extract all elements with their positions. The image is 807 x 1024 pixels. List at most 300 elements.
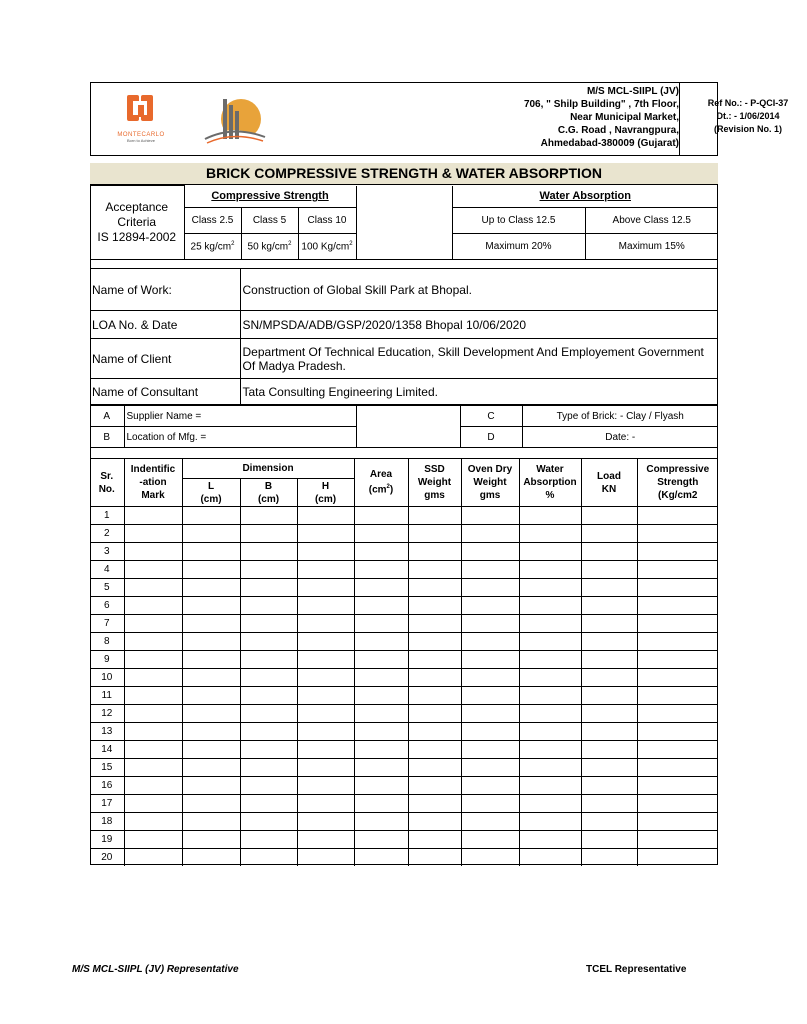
siipl-logo <box>197 95 269 151</box>
water-value-above: Maximum 15% <box>585 234 718 260</box>
work-value: Construction of Global Skill Park at Bhopal. <box>240 269 718 311</box>
row-number: 4 <box>90 561 124 579</box>
table-cell <box>637 507 718 525</box>
table-cell <box>581 597 637 615</box>
supplier-spacer <box>356 406 460 448</box>
table-cell <box>182 507 240 525</box>
table-cell <box>519 561 581 579</box>
table-cell <box>124 723 182 741</box>
col-cs-line1: Compressive <box>646 464 710 475</box>
table-row <box>90 525 718 543</box>
table-cell <box>637 561 718 579</box>
row-number: 7 <box>90 615 124 633</box>
criteria-label-line2: Criteria <box>117 215 157 229</box>
table-cell <box>182 831 240 849</box>
address-line-2: Near Municipal Market, <box>570 112 679 123</box>
row-number: 12 <box>90 705 124 723</box>
table-cell <box>461 543 519 561</box>
table-cell <box>124 507 182 525</box>
table-cell <box>637 777 718 795</box>
class-5-value <box>241 234 298 260</box>
table-cell <box>408 615 461 633</box>
table-cell <box>297 651 354 669</box>
table-cell <box>354 741 408 759</box>
water-value-upto: Maximum 20% <box>452 234 585 260</box>
table-cell <box>297 831 354 849</box>
table-cell <box>182 795 240 813</box>
col-ident-line3: Mark <box>141 490 165 501</box>
document-header <box>90 82 789 156</box>
col-oven-line2: Weight <box>473 477 507 488</box>
table-cell <box>461 579 519 597</box>
col-l-text: L <box>207 480 215 492</box>
table-cell <box>637 687 718 705</box>
address-line-4: Ahmedabad-380009 (Gujarat) <box>540 138 679 149</box>
table-cell <box>297 849 354 867</box>
work-label: Name of Work: <box>90 269 240 311</box>
table-cell <box>581 669 637 687</box>
class-2-5-value-text: 25 kg/cm <box>190 241 232 253</box>
table-cell <box>124 687 182 705</box>
table-cell <box>461 597 519 615</box>
table-cell <box>519 507 581 525</box>
address-line-1: 706, " Shilp Building" , 7th Floor, <box>523 99 679 110</box>
table-cell <box>240 741 297 759</box>
row-number: 16 <box>90 777 124 795</box>
table-cell <box>124 543 182 561</box>
table-cell <box>354 579 408 597</box>
table-cell <box>408 687 461 705</box>
table-cell <box>354 795 408 813</box>
loa-value: SN/MPSDA/ADB/GSP/2020/1358 Bhopal 10/06/2020 <box>240 311 718 339</box>
table-cell <box>354 543 408 561</box>
table-cell <box>124 597 182 615</box>
row-number: 17 <box>90 795 124 813</box>
table-cell <box>519 687 581 705</box>
table-cell <box>581 723 637 741</box>
table-cell <box>581 759 637 777</box>
water-class-above: Above Class 12.5 <box>585 208 718 234</box>
table-cell <box>297 777 354 795</box>
table-cell <box>461 849 519 867</box>
montecarlo-logo-icon <box>113 93 173 127</box>
table-cell <box>240 507 297 525</box>
table-cell <box>297 795 354 813</box>
table-cell <box>240 525 297 543</box>
table-cell <box>461 615 519 633</box>
table-cell <box>519 651 581 669</box>
col-identification <box>124 459 182 507</box>
table-cell <box>354 813 408 831</box>
ref-number: Ref No.: - P-QCI-37 <box>707 98 789 108</box>
table-cell <box>581 849 637 867</box>
table-cell <box>519 813 581 831</box>
table-cell <box>354 561 408 579</box>
table-cell <box>637 615 718 633</box>
table-cell <box>408 759 461 777</box>
table-cell <box>182 813 240 831</box>
table-cell <box>297 741 354 759</box>
revision-number: (Revision No. 1) <box>713 124 782 134</box>
table-cell <box>637 597 718 615</box>
table-cell <box>354 705 408 723</box>
table-cell <box>297 813 354 831</box>
table-cell <box>124 705 182 723</box>
montecarlo-logo-tagline: Born to Achieve <box>126 138 156 143</box>
table-cell <box>637 579 718 597</box>
table-cell <box>581 651 637 669</box>
reference-box <box>689 97 807 136</box>
table-cell <box>637 759 718 777</box>
row-number: 1 <box>90 507 124 525</box>
table-cell <box>581 507 637 525</box>
table-cell <box>240 597 297 615</box>
water-class-upto: Up to Class 12.5 <box>452 208 585 234</box>
table-cell <box>581 543 637 561</box>
table-cell <box>354 651 408 669</box>
table-cell <box>637 705 718 723</box>
col-load-line2: KN <box>601 483 617 495</box>
table-cell <box>581 687 637 705</box>
table-cell <box>240 561 297 579</box>
table-cell <box>240 705 297 723</box>
row-number: 19 <box>90 831 124 849</box>
table-row <box>90 705 718 723</box>
col-load <box>581 459 637 507</box>
table-cell <box>297 561 354 579</box>
test-results-table <box>90 458 718 866</box>
table-cell <box>519 795 581 813</box>
table-cell <box>408 723 461 741</box>
table-cell <box>637 831 718 849</box>
table-cell <box>240 777 297 795</box>
label-b: B <box>90 427 124 448</box>
table-cell <box>124 633 182 651</box>
row-number: 15 <box>90 759 124 777</box>
compressive-heading: Compressive Strength <box>184 186 356 208</box>
siipl-logo-icon <box>197 95 269 151</box>
table-cell <box>182 561 240 579</box>
table-cell <box>297 759 354 777</box>
table-cell <box>461 759 519 777</box>
table-cell <box>461 741 519 759</box>
table-cell <box>519 525 581 543</box>
table-cell <box>519 597 581 615</box>
table-cell <box>182 705 240 723</box>
label-a: A <box>90 406 124 427</box>
col-ssd-line3: gms <box>424 490 445 501</box>
table-cell <box>240 651 297 669</box>
col-oven-line3: gms <box>479 490 501 501</box>
table-cell <box>637 633 718 651</box>
class-5: Class 5 <box>241 208 298 234</box>
col-wa-line2: Absorption <box>523 477 577 488</box>
col-wa-line1: Water <box>536 464 564 475</box>
row-number: 18 <box>90 813 124 831</box>
table-cell <box>240 669 297 687</box>
table-row <box>90 795 718 813</box>
table-cell <box>182 741 240 759</box>
row-number: 5 <box>90 579 124 597</box>
col-ssd-line1: SSD <box>424 464 445 475</box>
class-2-5-value <box>184 234 241 260</box>
table-row <box>90 759 718 777</box>
table-cell <box>581 579 637 597</box>
class-10-value-text: 100 Kg/cm <box>301 241 350 253</box>
row-number: 3 <box>90 543 124 561</box>
superscript: 2 <box>349 240 353 247</box>
table-cell <box>354 633 408 651</box>
superscript: 2 <box>231 240 235 247</box>
contractor-signature-label: M/S MCL-SIIPL (JV) Representative <box>72 964 239 975</box>
brick-type-label: Type of Brick: - Clay / Flyash <box>522 406 718 427</box>
table-row <box>90 633 718 651</box>
acceptance-criteria <box>90 185 718 259</box>
col-load-line1: Load <box>597 470 621 482</box>
col-area-line1: Area <box>369 469 393 481</box>
table-cell <box>461 705 519 723</box>
table-cell <box>182 651 240 669</box>
col-b-text: B <box>264 480 273 492</box>
table-cell <box>519 579 581 597</box>
table-cell <box>124 615 182 633</box>
montecarlo-logo-text: MONTECARLO <box>117 132 165 138</box>
table-cell <box>519 849 581 867</box>
table-cell <box>182 723 240 741</box>
client-label: Name of Client <box>90 339 240 379</box>
table-cell <box>461 831 519 849</box>
table-cell <box>408 525 461 543</box>
col-l-unit: (cm) <box>200 493 222 505</box>
table-cell <box>637 543 718 561</box>
table-cell <box>461 723 519 741</box>
table-cell <box>354 777 408 795</box>
table-cell <box>581 525 637 543</box>
table-cell <box>408 507 461 525</box>
table-cell <box>297 543 354 561</box>
col-no-text: No. <box>98 483 115 495</box>
table-cell <box>297 579 354 597</box>
col-b-unit: (cm) <box>257 493 280 505</box>
col-dimension: Dimension <box>182 459 354 479</box>
water-heading: Water Absorption <box>452 186 718 208</box>
criteria-label-line3: IS 12894-2002 <box>97 230 177 244</box>
test-results-body <box>90 507 718 867</box>
table-cell <box>519 633 581 651</box>
table-cell <box>354 525 408 543</box>
table-cell <box>354 597 408 615</box>
row-number: 6 <box>90 597 124 615</box>
table-cell <box>461 669 519 687</box>
table-cell <box>297 687 354 705</box>
row-number: 14 <box>90 741 124 759</box>
table-row <box>90 615 718 633</box>
table-cell <box>461 561 519 579</box>
class-2-5: Class 2.5 <box>184 208 241 234</box>
table-cell <box>408 795 461 813</box>
col-oven-dry-weight <box>461 459 519 507</box>
ref-date: Dt.: - 1/06/2014 <box>716 111 780 121</box>
table-cell <box>124 777 182 795</box>
company-name: M/S MCL-SIIPL (JV) <box>586 86 679 97</box>
table-cell <box>519 741 581 759</box>
table-row <box>90 849 718 867</box>
table-row <box>90 723 718 741</box>
table-row <box>90 651 718 669</box>
table-cell <box>581 705 637 723</box>
table-cell <box>124 651 182 669</box>
table-cell <box>581 633 637 651</box>
client-value: Department Of Technical Education, Skill Development And Employement Government Of Madya Pradesh. <box>240 339 718 379</box>
table-cell <box>240 687 297 705</box>
table-cell <box>461 795 519 813</box>
criteria-label <box>90 186 184 260</box>
table-cell <box>124 831 182 849</box>
table-cell <box>297 615 354 633</box>
table-cell <box>182 525 240 543</box>
table-cell <box>637 525 718 543</box>
table-cell <box>182 849 240 867</box>
table-cell <box>519 543 581 561</box>
company-address <box>411 85 679 150</box>
table-cell <box>124 561 182 579</box>
table-cell <box>461 687 519 705</box>
table-cell <box>240 759 297 777</box>
table-cell <box>461 651 519 669</box>
table-cell <box>182 543 240 561</box>
address-line-3: C.G. Road , Navrangpura, <box>557 125 679 136</box>
label-d: D <box>460 427 522 448</box>
table-cell <box>354 723 408 741</box>
table-cell <box>354 615 408 633</box>
table-cell <box>182 633 240 651</box>
table-cell <box>408 543 461 561</box>
table-cell <box>240 723 297 741</box>
table-cell <box>637 813 718 831</box>
col-cs-line2: Strength <box>657 477 699 488</box>
table-row <box>90 741 718 759</box>
table-cell <box>408 561 461 579</box>
table-cell <box>519 723 581 741</box>
table-cell <box>297 669 354 687</box>
table-cell <box>637 741 718 759</box>
table-cell <box>240 831 297 849</box>
table-cell <box>408 633 461 651</box>
table-cell <box>637 669 718 687</box>
table-cell <box>581 615 637 633</box>
table-row <box>90 687 718 705</box>
table-row <box>90 777 718 795</box>
col-h-text: H <box>321 480 330 492</box>
table-row <box>90 597 718 615</box>
table-cell <box>182 669 240 687</box>
col-ident-line2: -ation <box>139 477 167 488</box>
row-number: 11 <box>90 687 124 705</box>
table-cell <box>124 813 182 831</box>
col-wa-line3: % <box>545 490 555 501</box>
col-length <box>182 479 240 507</box>
col-oven-line1: Oven Dry <box>467 464 513 475</box>
consultant-signature-label: TCEL Representative <box>586 964 687 975</box>
table-cell <box>519 705 581 723</box>
col-sr-text: Sr. <box>100 470 114 482</box>
table-cell <box>581 813 637 831</box>
col-area-line2: $(cm^2)$ <box>368 484 394 496</box>
table-cell <box>519 759 581 777</box>
table-cell <box>124 795 182 813</box>
table-cell <box>124 759 182 777</box>
loa-label: LOA No. & Date <box>90 311 240 339</box>
table-cell <box>240 633 297 651</box>
project-info <box>90 268 718 405</box>
table-cell <box>408 741 461 759</box>
table-cell <box>408 705 461 723</box>
table-cell <box>461 633 519 651</box>
supplier-section <box>90 405 718 448</box>
table-cell <box>519 669 581 687</box>
location-label: Location of Mfg. = <box>124 427 356 448</box>
table-cell <box>519 777 581 795</box>
table-cell <box>124 849 182 867</box>
table-cell <box>240 543 297 561</box>
table-cell <box>240 579 297 597</box>
table-cell <box>519 615 581 633</box>
table-cell <box>124 669 182 687</box>
row-number: 2 <box>90 525 124 543</box>
table-cell <box>354 687 408 705</box>
table-cell <box>297 507 354 525</box>
area-unit-text: (cm <box>368 484 387 496</box>
table-cell <box>182 687 240 705</box>
table-cell <box>240 849 297 867</box>
date-label: Date: - <box>522 427 718 448</box>
criteria-spacer <box>356 186 452 260</box>
table-cell <box>408 813 461 831</box>
consultant-label: Name of Consultant <box>90 379 240 405</box>
table-cell <box>124 579 182 597</box>
supplier-name-label: Supplier Name = <box>124 406 356 427</box>
col-sr-no <box>90 459 124 507</box>
table-cell <box>637 849 718 867</box>
row-number: 8 <box>90 633 124 651</box>
table-cell <box>581 795 637 813</box>
table-row <box>90 543 718 561</box>
col-compressive-strength <box>637 459 718 507</box>
criteria-label-line1: Acceptance <box>105 200 169 214</box>
table-cell <box>408 831 461 849</box>
table-cell <box>581 777 637 795</box>
table-cell <box>519 831 581 849</box>
col-ssd-line2: Weight <box>417 477 452 488</box>
table-cell <box>637 795 718 813</box>
col-ssd-weight <box>408 459 461 507</box>
table-cell <box>581 561 637 579</box>
form-title: BRICK COMPRESSIVE STRENGTH & WATER ABSORPTION <box>90 163 718 185</box>
label-c: C <box>460 406 522 427</box>
table-cell <box>408 849 461 867</box>
table-cell <box>182 759 240 777</box>
table-cell <box>240 795 297 813</box>
table-row <box>90 579 718 597</box>
class-10-value <box>298 234 356 260</box>
table-cell <box>581 741 637 759</box>
table-cell <box>240 615 297 633</box>
row-number: 9 <box>90 651 124 669</box>
table-row <box>90 669 718 687</box>
table-cell <box>182 615 240 633</box>
table-row <box>90 507 718 525</box>
col-ident-line1: Indentific <box>130 464 176 475</box>
